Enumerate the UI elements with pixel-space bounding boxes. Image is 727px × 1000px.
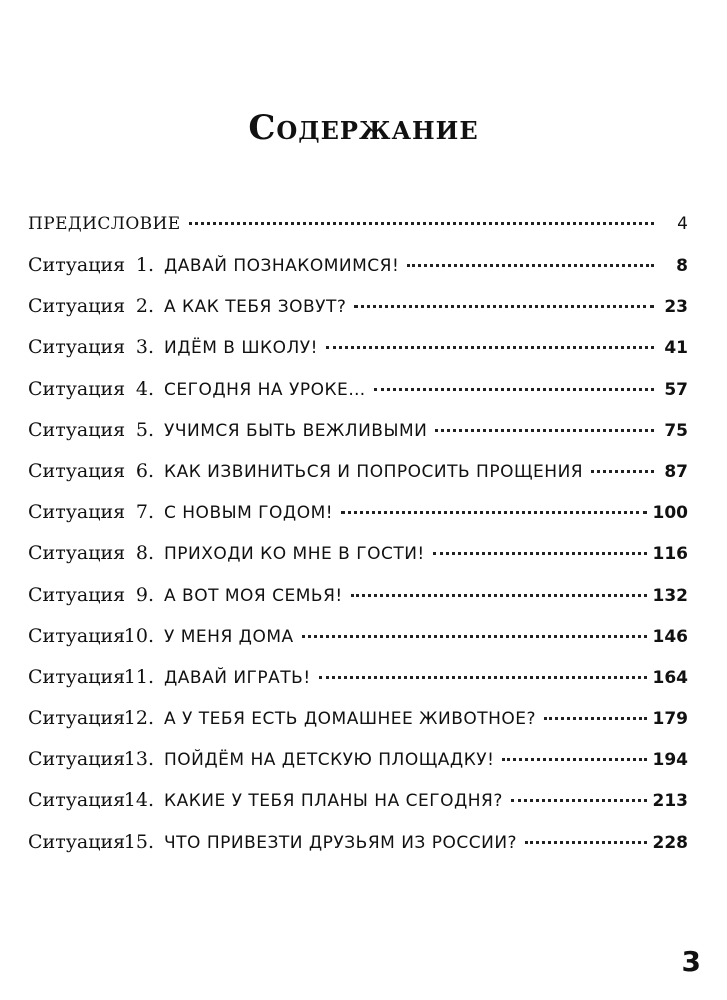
- situation-number: 3.: [135, 336, 154, 359]
- toc-entry-label: ПРИХОДИ КО МНЕ В ГОСТИ!: [164, 544, 425, 565]
- situation-number: 7.: [135, 501, 154, 524]
- toc-entry-page: 100: [652, 503, 688, 524]
- toc-entry[interactable]: [28, 789, 688, 830]
- situation-word: Ситуация: [28, 501, 126, 524]
- situation-word: Ситуация: [28, 418, 126, 441]
- situation-number: 13.: [123, 748, 154, 771]
- toc-entry-preface[interactable]: [28, 214, 688, 254]
- situation-number: 14.: [123, 789, 154, 812]
- situation-word: Ситуация: [28, 459, 126, 482]
- dot-leader: [354, 305, 654, 308]
- toc-entry-page: 23: [664, 297, 688, 318]
- toc-entry-label: ЧТО ПРИВЕЗТИ ДРУЗЬЯМ ИЗ РОССИИ?: [164, 832, 518, 853]
- toc-entries: [28, 254, 688, 872]
- toc-entry-label: ПОЙДЁМ НА ДЕТСКУЮ ПЛОЩАДКУ!: [164, 750, 495, 771]
- situation-word: Ситуация: [28, 830, 126, 853]
- dot-leader: [341, 511, 646, 514]
- toc-entry[interactable]: [28, 295, 688, 336]
- toc-entry-label: А У ТЕБЯ ЕСТЬ ДОМАШНЕЕ ЖИВОТНОЕ?: [164, 709, 537, 730]
- toc-entry-page: 228: [652, 832, 688, 853]
- situation-word: Ситуация: [28, 542, 126, 565]
- toc-entry-page: 87: [664, 461, 688, 482]
- dot-leader: [319, 676, 647, 679]
- dot-leader: [407, 264, 654, 267]
- situation-word: Ситуация: [28, 377, 126, 400]
- toc-entry-page: 57: [664, 379, 688, 400]
- toc-entry-page: 132: [652, 585, 688, 606]
- toc-entry[interactable]: [28, 336, 688, 377]
- situation-number: 9.: [135, 583, 154, 606]
- toc-entry-label: У МЕНЯ ДОМА: [164, 626, 294, 647]
- toc-entry-page: 4: [677, 214, 688, 234]
- toc-entry[interactable]: [28, 254, 688, 295]
- dot-leader: [351, 594, 647, 597]
- toc-entry-label: А ВОТ МОЯ СЕМЬЯ!: [164, 585, 343, 606]
- page-number: 3: [681, 945, 701, 978]
- situation-word: Ситуация: [28, 748, 126, 771]
- toc-entry-label: КАК ИЗВИНИТЬСЯ И ПОПРОСИТЬ ПРОЩЕНИЯ: [164, 461, 584, 482]
- dot-leader: [302, 635, 647, 638]
- situation-word: Ситуация: [28, 336, 126, 359]
- dot-leader: [433, 552, 647, 555]
- dot-leader: [435, 429, 654, 432]
- situation-word: Ситуация: [28, 665, 126, 688]
- toc-entry-page: 146: [652, 626, 688, 647]
- situation-word: Ситуация: [28, 707, 126, 730]
- toc-entry[interactable]: [28, 831, 688, 872]
- toc-entry[interactable]: [28, 378, 688, 419]
- situation-number: 10.: [123, 624, 154, 647]
- toc-entry[interactable]: [28, 584, 688, 625]
- dot-leader: [591, 470, 654, 473]
- toc-entry[interactable]: [28, 707, 688, 748]
- toc-entry-label: ДАВАЙ ИГРАТЬ!: [164, 667, 311, 688]
- toc-entry[interactable]: [28, 419, 688, 460]
- situation-number: 15.: [123, 830, 154, 853]
- dot-leader: [189, 222, 654, 225]
- toc-entry-page: 194: [652, 750, 688, 771]
- situation-number: 5.: [135, 418, 154, 441]
- page-title: Содержание: [248, 108, 479, 148]
- toc-entry-label: А КАК ТЕБЯ ЗОВУТ?: [164, 297, 347, 318]
- toc-entry-page: 41: [664, 338, 688, 359]
- toc-entry-page: 116: [652, 544, 688, 565]
- table-of-contents: [28, 214, 688, 872]
- dot-leader: [502, 758, 646, 761]
- situation-number: 11.: [123, 665, 154, 688]
- situation-number: 12.: [123, 707, 154, 730]
- toc-entry-page: 8: [676, 256, 688, 276]
- situation-word: Ситуация: [28, 789, 126, 812]
- toc-entry-label: С НОВЫМ ГОДОМ!: [164, 503, 334, 524]
- situation-word: Ситуация: [28, 254, 126, 276]
- toc-entry[interactable]: [28, 542, 688, 583]
- dot-leader: [511, 799, 647, 802]
- dot-leader: [326, 346, 654, 349]
- situation-number: 6.: [135, 459, 154, 482]
- toc-entry[interactable]: [28, 460, 688, 501]
- toc-entry-label: ПРЕДИСЛОВИЕ: [28, 214, 181, 234]
- dot-leader: [525, 841, 646, 844]
- toc-entry-label: СЕГОДНЯ НА УРОКЕ…: [164, 379, 366, 400]
- toc-entry[interactable]: [28, 748, 688, 789]
- dot-leader: [544, 717, 646, 720]
- situation-number: 4.: [135, 377, 154, 400]
- situation-word: Ситуация: [28, 583, 126, 606]
- toc-entry-label: УЧИМСЯ БЫТЬ ВЕЖЛИВЫМИ: [164, 420, 428, 441]
- toc-entry[interactable]: [28, 501, 688, 542]
- toc-entry-page: 164: [652, 667, 688, 688]
- situation-word: Ситуация: [28, 624, 126, 647]
- situation-number: 2.: [135, 295, 154, 318]
- toc-entry-label: ДАВАЙ ПОЗНАКОМИМСЯ!: [164, 256, 400, 276]
- toc-entry-label: КАКИЕ У ТЕБЯ ПЛАНЫ НА СЕГОДНЯ?: [164, 791, 503, 812]
- toc-entry[interactable]: [28, 625, 688, 666]
- toc-entry-page: 179: [652, 709, 688, 730]
- toc-entry-page: 213: [652, 791, 688, 812]
- toc-entry-page: 75: [664, 420, 688, 441]
- situation-word: Ситуация: [28, 295, 126, 318]
- situation-number: 1.: [135, 254, 154, 276]
- dot-leader: [374, 388, 654, 391]
- toc-entry[interactable]: [28, 666, 688, 707]
- toc-entry-label: ИДЁМ В ШКОЛУ!: [164, 338, 318, 359]
- situation-number: 8.: [135, 542, 154, 565]
